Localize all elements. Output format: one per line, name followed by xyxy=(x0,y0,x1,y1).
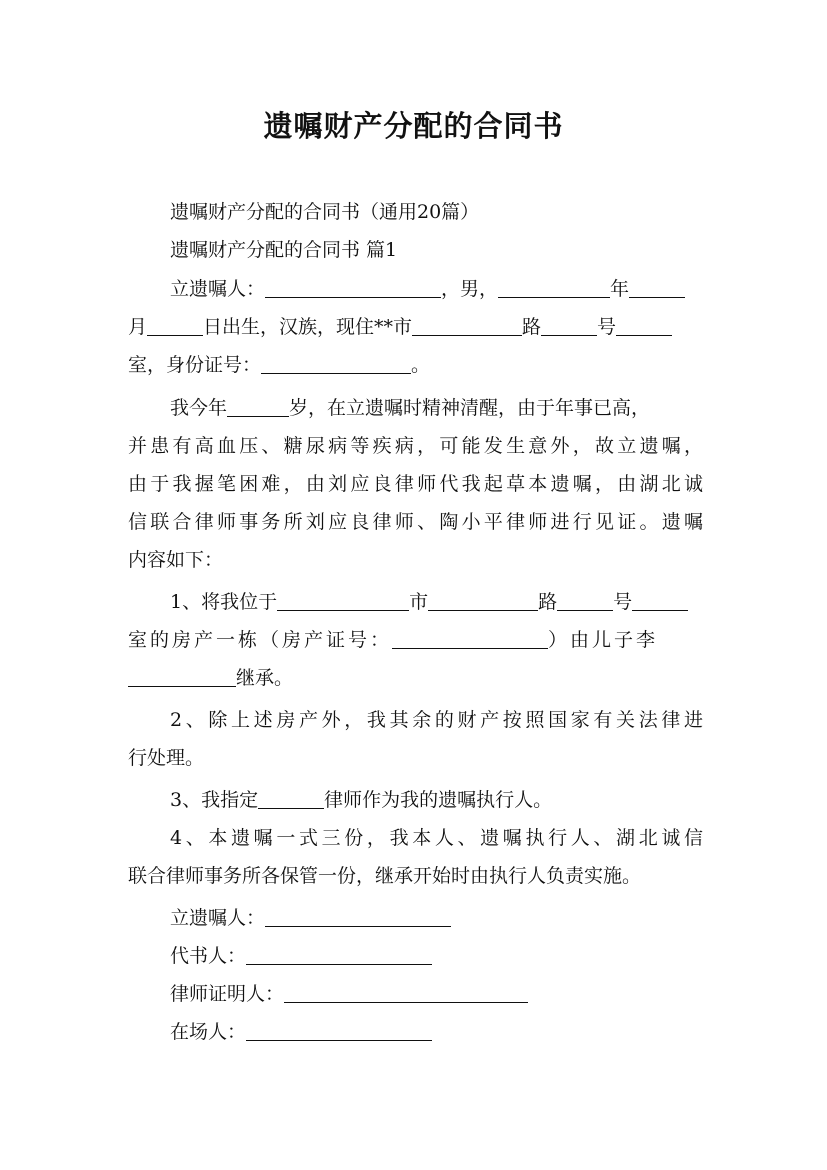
item-1-line-1: 1、将我位于 市 路 号 xyxy=(170,590,703,614)
para-1-line-4: 信联合律师事务所刘应良律师、陶小平律师进行见证。遗嘱 xyxy=(128,511,703,533)
para-1-line-1: 我今年 岁，在立遗嘱时精神清醒，由于年事已高， xyxy=(170,397,651,419)
para-1-line-5: 内容如下： xyxy=(128,549,224,571)
address-number-blank xyxy=(541,317,597,336)
testator-line-2: 月 日出生，汉族，现住**市 路 号 xyxy=(128,315,703,339)
deed-number-blank xyxy=(392,630,548,649)
scribe-signature-blank xyxy=(246,946,432,965)
section-title: 遗嘱财产分配的合同书 篇1 xyxy=(170,239,398,261)
address-room-blank xyxy=(616,317,672,336)
signature-lawyer-witness: 律师证明人： xyxy=(170,982,703,1006)
property-number-blank xyxy=(557,592,613,611)
subtitle: 遗嘱财产分配的合同书（通用20篇） xyxy=(170,201,480,223)
age-blank xyxy=(227,398,289,417)
heir-name-blank xyxy=(128,668,236,687)
item-4-line-1: 4、本遗嘱一式三份，我本人、遗嘱执行人、湖北诚信 xyxy=(170,827,703,849)
document-title: 遗嘱财产分配的合同书 xyxy=(263,109,564,143)
property-room-blank xyxy=(632,592,688,611)
signature-testator: 立遗嘱人： xyxy=(170,906,703,930)
signature-present: 在场人： xyxy=(170,1020,703,1044)
item-3-line: 3、我指定 律师作为我的遗嘱执行人。 xyxy=(170,789,553,811)
para-1-line-3: 由于我握笔困难，由刘应良律师代我起草本遗嘱，由湖北诚 xyxy=(128,473,703,495)
item-1-line-2: 室的房产一栋（房产证号： ）由儿子李 xyxy=(128,629,659,651)
signature-scribe: 代书人： xyxy=(170,944,703,968)
item-2-line-1: 2、除上述房产外，我其余的财产按照国家有关法律进 xyxy=(170,709,703,731)
property-location-blank xyxy=(277,592,409,611)
item-2-line-2: 行处理。 xyxy=(128,747,205,769)
executor-blank xyxy=(258,790,324,809)
item-4-line-2: 联合律师事务所各保管一份，继承开始时由执行人负责实施。 xyxy=(128,865,642,887)
testator-line-1: 立遗嘱人： ，男， 年 xyxy=(170,277,703,301)
id-number-blank xyxy=(261,355,411,374)
address-road-blank xyxy=(412,317,522,336)
testator-line-3: 室，身份证号： 。 xyxy=(128,354,431,376)
present-signature-blank xyxy=(246,1022,432,1041)
lawyer-witness-signature-blank xyxy=(284,984,528,1003)
item-1-line-3: 继承。 xyxy=(128,666,703,690)
para-1-line-2: 并患有高血压、糖尿病等疾病，可能发生意外，故立遗嘱， xyxy=(128,435,703,457)
name-blank xyxy=(265,279,441,298)
property-road-blank xyxy=(428,592,538,611)
birth-year-blank xyxy=(498,279,610,298)
testator-signature-blank xyxy=(265,908,451,927)
birth-month-blank xyxy=(629,279,685,298)
birth-day-blank xyxy=(147,317,203,336)
